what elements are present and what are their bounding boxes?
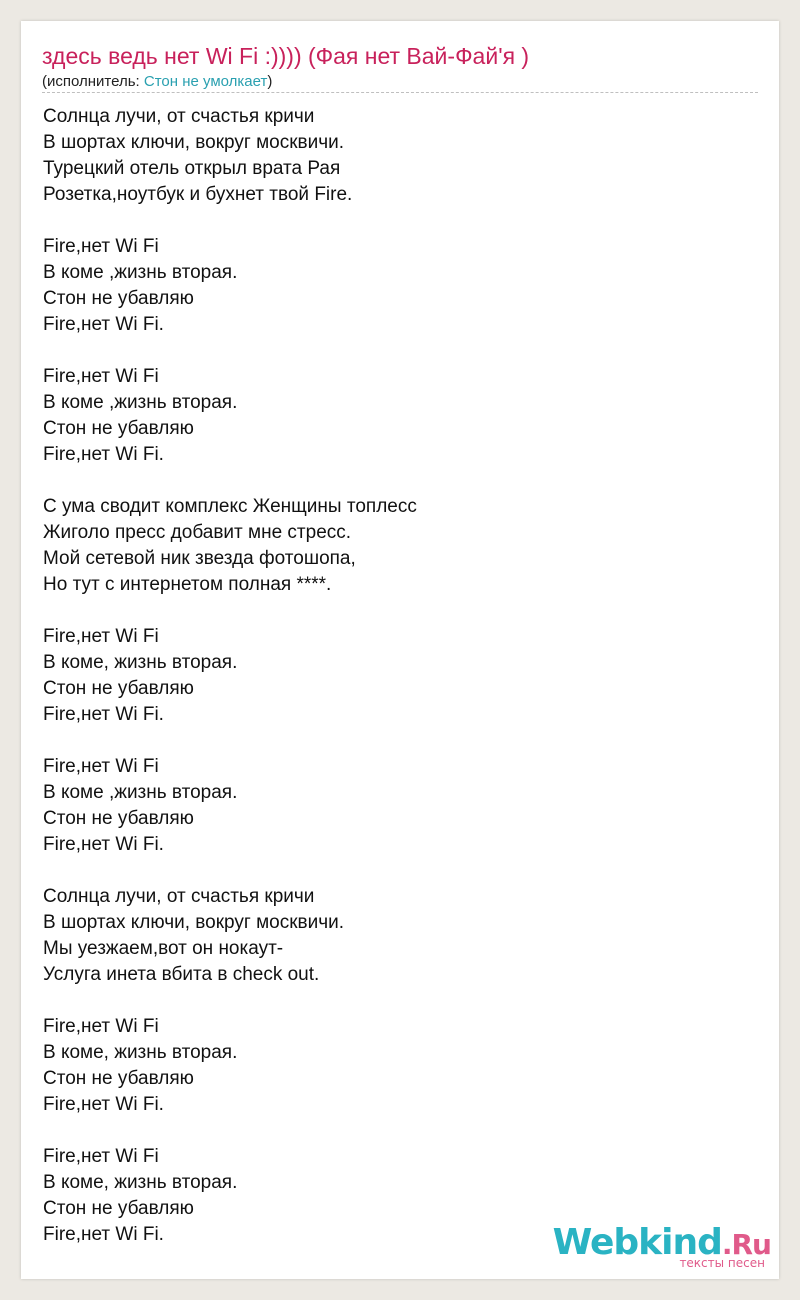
lyric-line: Стон не убавляю	[43, 1068, 194, 1089]
lyric-line: Fire,нет Wi Fi	[43, 236, 159, 257]
stanza-gap	[43, 598, 417, 624]
lyric-line: Солнца лучи, от счастья кричи	[43, 886, 315, 907]
logo-tld: .Ru	[721, 1228, 771, 1261]
lyric-line: Fire,нет Wi Fi.	[43, 1094, 164, 1115]
lyric-line: Услуга инета вбита в check out.	[43, 964, 320, 985]
stanza-gap	[43, 988, 417, 1014]
lyrics-card	[21, 21, 779, 1279]
lyric-line: Fire,нет Wi Fi.	[43, 444, 164, 465]
lyric-line: В коме, жизнь вторая.	[43, 1042, 238, 1063]
stanza	[43, 234, 417, 338]
song-title: здесь ведь нет Wi Fi :)))) (Фая нет Вай-Фай'я )	[42, 43, 530, 69]
lyric-line: Fire,нет Wi Fi.	[43, 1224, 164, 1245]
stanza-gap	[43, 338, 417, 364]
lyric-line: Стон не убавляю	[43, 808, 194, 829]
stanza-gap	[43, 728, 417, 754]
lyric-line: Fire,нет Wi Fi	[43, 1146, 159, 1167]
lyric-line: Fire,нет Wi Fi	[43, 756, 159, 777]
lyric-line: Но тут с интернетом полная ****.	[43, 574, 332, 595]
lyric-line: Мы уезжаем,вот он нокаут-	[43, 938, 284, 959]
lyric-line: Стон не убавляю	[43, 1198, 194, 1219]
logo-tagline: тексты песен	[679, 1256, 765, 1270]
lyric-line: Fire,нет Wi Fi.	[43, 314, 164, 335]
lyric-line: Стон не убавляю	[43, 678, 194, 699]
lyric-line: Стон не убавляю	[43, 288, 194, 309]
stanza-gap	[43, 468, 417, 494]
artist-line	[42, 73, 272, 91]
lyric-line: В коме ,жизнь вторая.	[43, 782, 238, 803]
lyric-line: Fire,нет Wi Fi.	[43, 834, 164, 855]
stanza	[43, 1144, 417, 1248]
lyric-line: Жиголо пресс добавит мне стресс.	[43, 522, 352, 543]
stanza	[43, 884, 417, 988]
dashed-divider	[42, 92, 758, 93]
lyric-line: В коме, жизнь вторая.	[43, 652, 238, 673]
artist-suffix: )	[267, 73, 273, 90]
lyric-line: В шортах ключи, вокруг москвичи.	[43, 132, 345, 153]
stanza-gap	[43, 208, 417, 234]
lyric-line: С ума сводит комплекс Женщины топлесс	[43, 496, 417, 517]
lyric-line: Мой сетевой ник звезда фотошопа,	[43, 548, 356, 569]
stanza	[43, 624, 417, 728]
artist-prefix: (исполнитель:	[42, 73, 144, 90]
lyrics-body	[43, 104, 417, 1248]
logo-brand: Webkind	[552, 1222, 722, 1263]
lyric-line: Fire,нет Wi Fi	[43, 626, 159, 647]
lyric-line: Солнца лучи, от счастья кричи	[43, 106, 315, 127]
stanza	[43, 364, 417, 468]
lyric-line: Fire,нет Wi Fi	[43, 366, 159, 387]
lyric-line: Турецкий отель открыл врата Рая	[43, 158, 341, 179]
lyric-line: В коме, жизнь вторая.	[43, 1172, 238, 1193]
lyric-line: В шортах ключи, вокруг москвичи.	[43, 912, 345, 933]
lyric-line: В коме ,жизнь вторая.	[43, 392, 238, 413]
lyric-line: В коме ,жизнь вторая.	[43, 262, 238, 283]
stanza	[43, 494, 417, 598]
stanza	[43, 1014, 417, 1118]
lyric-line: Розетка,ноутбук и бухнет твой Fire.	[43, 184, 353, 205]
stanza	[43, 754, 417, 858]
lyric-line: Fire,нет Wi Fi	[43, 1016, 159, 1037]
stanza-gap	[43, 1118, 417, 1144]
lyric-line: Стон не убавляю	[43, 418, 194, 439]
webkind-logo	[552, 1222, 771, 1270]
stanza-gap	[43, 858, 417, 884]
stanza	[43, 104, 417, 208]
lyric-line: Fire,нет Wi Fi.	[43, 704, 164, 725]
artist-link[interactable]: Стон не умолкает	[143, 73, 268, 90]
